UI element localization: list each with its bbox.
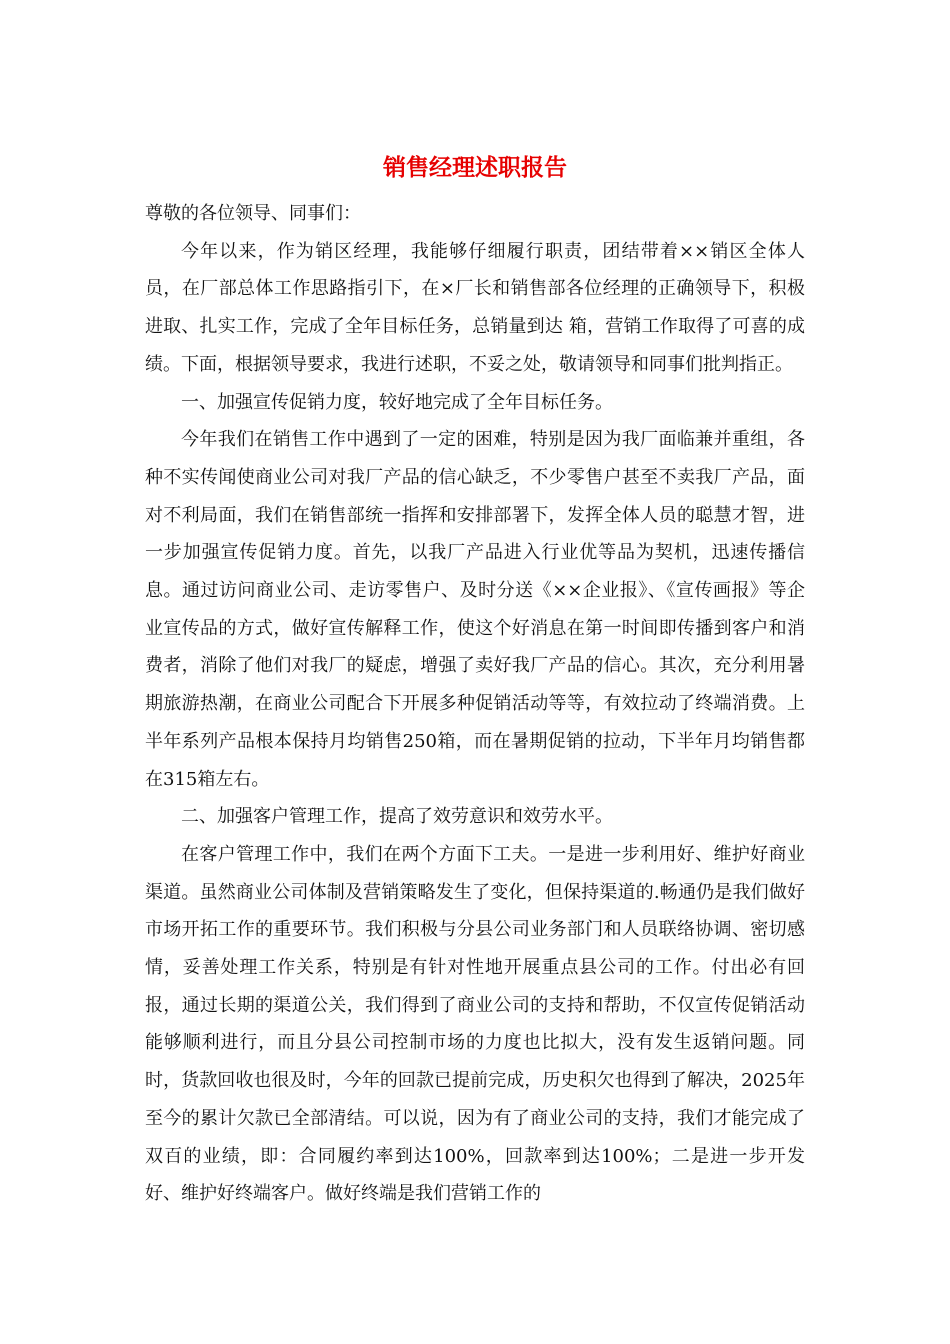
paragraph-section-2: 在客户管理工作中，我们在两个方面下工夫。一是进一步利用好、维护好商业渠道。虽然商业公司体制及营销策略发生了变化，但保持渠道的.畅通仍是我们做好市场开拓工作的重要环节。我们积极与分县公司业务部门和人员联络协调、密切感情，妥善处理工作关系，特别是有针对性地开展重点县公司的工作。付出必有回报，通过长期的渠道公关，我们得到了商业公司的支持和帮助，不仅宣传促销活动能够顺利进行，而且分县公司控制市场的力度也比拟大，没有发生返销问题。同时，货款回收也很及时，今年的回款已提前完成，历史积欠也得到了解决，2025年至今的累计欠款已全部清结。可以说，因为有了商业公司的支持，我们才能完成了双百的业绩，即：合同履约率到达100%，回款率到达100%；二是进一步开发好、维护好终端客户。做好终端是我们营销工作的 (145, 843, 805, 1205)
section-heading-2: 二、加强客户管理工作，提高了效劳意识和效劳水平。 (181, 806, 613, 828)
paragraph-intro: 今年以来，作为销区经理，我能够仔细履行职责，团结带着××销区全体人员，在厂部总体工作思路指引下，在×厂长和销售部各位经理的正确领导下，积极进取、扎实工作，完成了全年目标任务，总销量到达 箱，营销工作取得了可喜的成绩。下面，根据领导要求，我进行述职，不妥之处，敬请领导和同事们批判指正。 (145, 240, 805, 375)
paragraph-section-1: 今年我们在销售工作中遇到了一定的困难，特别是因为我厂面临兼并重组，各种不实传闻使商业公司对我厂产品的信心缺乏，不少零售户甚至不卖我厂产品，面对不利局面，我们在销售部统一指挥和安排部署下，发挥全体人员的聪慧才智，进一步加强宣传促销力度。首先，以我厂产品进入行业优等品为契机，迅速传播信息。通过访问商业公司、走访零售户、及时分送《××企业报》、《宣传画报》等企业宣传品的方式，做好宣传解释工作，使这个好消息在第一时间即传播到客户和消费者，消除了他们对我厂的疑虑，增强了卖好我厂产品的信心。其次，充分利用暑期旅游热潮，在商业公司配合下开展多种促销活动等等，有效拉动了终端消费。上半年系列产品根本保持月均销售250箱，而在暑期促销的拉动，下半年月均销售都在315箱左右。 (145, 429, 805, 790)
section-heading-1: 一、加强宣传促销力度，较好地完成了全年目标任务。 (181, 391, 613, 413)
document-title: 销售经理述职报告 (383, 154, 567, 181)
salutation: 尊敬的各位领导、同事们： (145, 203, 361, 224)
document-body (145, 195, 805, 1213)
